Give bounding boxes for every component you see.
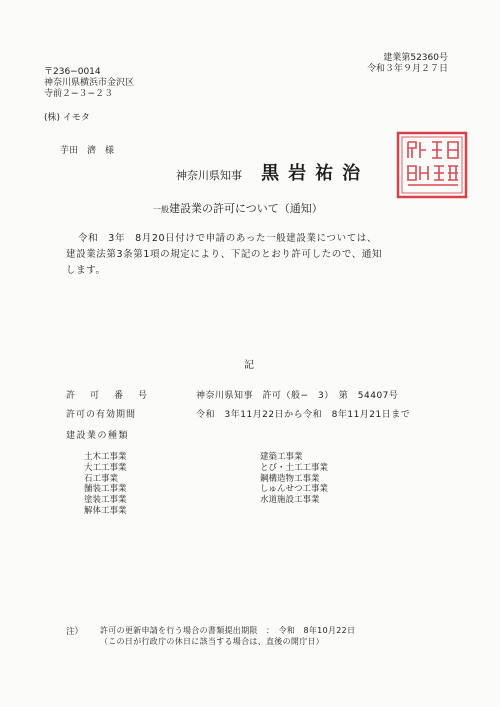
subject-prefix: 一般 [153, 205, 169, 214]
address-line-1: 神奈川県横浜市金沢区 [44, 78, 135, 88]
note-line-1: 許可の更新申請を行う場合の書類提出期限 ： 令和 8年10月22日 [100, 626, 356, 635]
ki-heading: 記 [244, 360, 254, 371]
business-types-right-list [260, 452, 328, 506]
document-subject [153, 197, 323, 216]
document-number-block [367, 53, 448, 75]
note-label: 注） [66, 627, 84, 637]
business-type-item: 塗装工事業 [84, 495, 127, 506]
body-line-1: 令和 3年 8月20日付けで申請のあった一般建設業については、 [78, 233, 377, 244]
business-type-item: 建築工事業 [260, 452, 303, 462]
business-type-item: 水道施設工事業 [260, 495, 320, 506]
document-date: 令和３年９月２７日 [366, 64, 448, 74]
business-type-item: 舗装工事業 [84, 484, 127, 495]
company-name: (株) イモタ [44, 113, 90, 123]
business-type-item: 石工事業 [84, 473, 119, 484]
business-types-label: 建設業の種類 [66, 431, 130, 441]
postal-code: 〒236−0014 [44, 67, 101, 77]
recipient-name: 芋田 濟 様 [60, 146, 115, 156]
permit-number-value: 神奈川県知事 許可（般− 3） 第 54407号 [196, 391, 399, 401]
business-types-left-list [84, 452, 127, 517]
subject-title: 建設業の許可について（通知） [169, 202, 323, 215]
permit-number-label: 許 可 番 号 [66, 391, 151, 401]
address-line-2: 寺前２−３−２３ [44, 89, 114, 99]
issuer-name: 黒岩祐治 [261, 163, 370, 184]
business-type-item: 大工工事業 [84, 462, 127, 473]
business-type-item: 解体工事業 [84, 505, 127, 516]
document-number: 建業第52360号 [383, 53, 448, 63]
validity-value: 令和 3年11月22日から令和 8年11月21日まで [196, 410, 411, 420]
validity-label: 許可の有効期間 [66, 410, 137, 420]
business-type-item: 鋼構造物工事業 [260, 473, 320, 484]
body-paragraph [66, 231, 466, 279]
official-seal [395, 130, 469, 200]
note-text [100, 625, 355, 647]
business-type-item: とび・土工工事業 [260, 462, 329, 473]
issuer-title: 神奈川県知事 [176, 169, 242, 182]
body-line-3: します。 [66, 265, 106, 276]
business-type-item: 土木工事業 [84, 452, 127, 462]
business-type-item: しゅんせつ工事業 [260, 484, 329, 495]
body-line-2: 建設業法第3条第1項の規定により、下記のとおり許可したので、通知 [66, 249, 383, 260]
note-line-2: （この日が行政庁の休日に該当する場合は、直後の開庁日） [100, 637, 325, 646]
issuer-block [176, 159, 369, 185]
recipient-address [44, 67, 134, 100]
